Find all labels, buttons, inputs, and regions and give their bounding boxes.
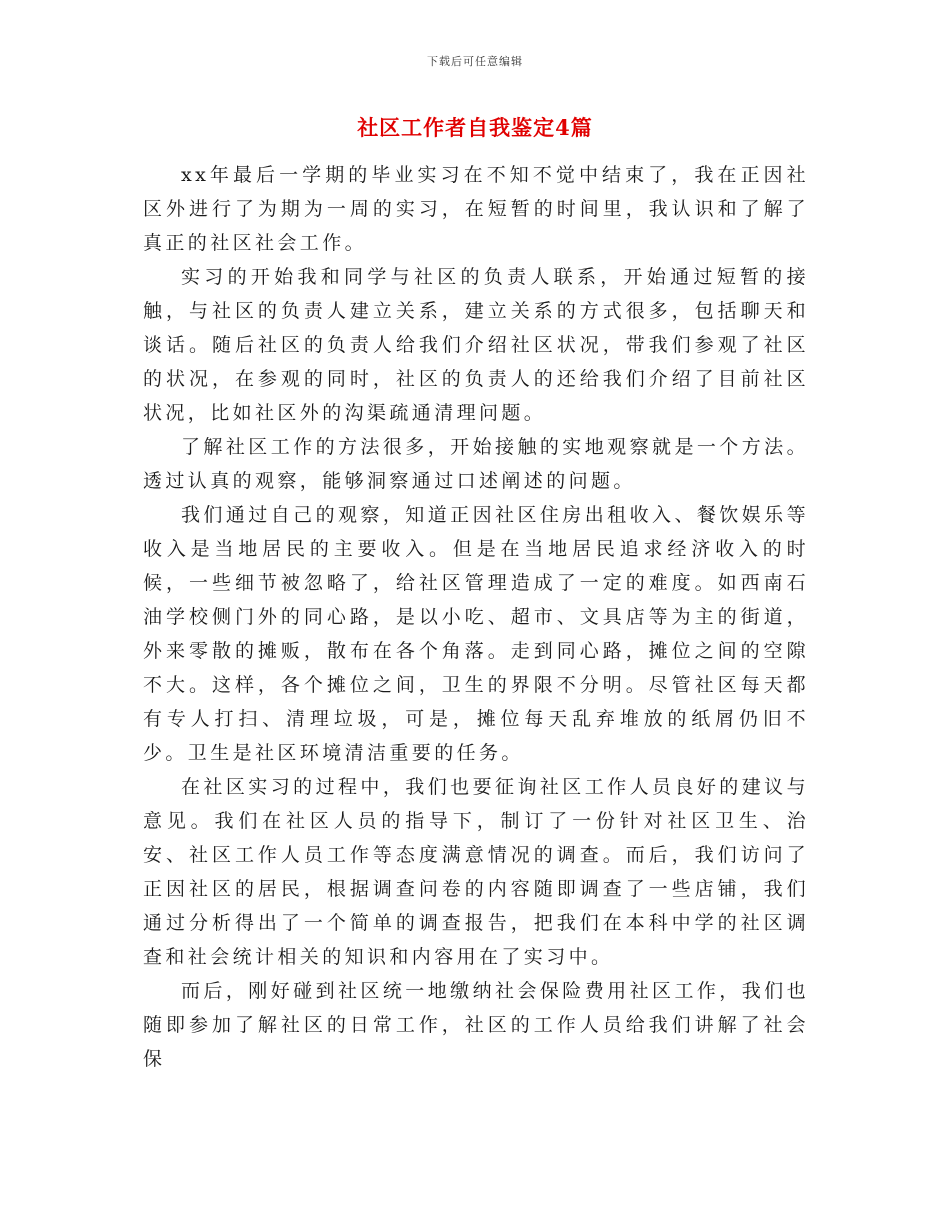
document-title: 社区工作者自我鉴定4篇 [357,115,593,140]
document-body [143,158,809,1076]
paragraph: xx年最后一学期的毕业实习在不知不觉中结束了，我在正因社区外进行了为期为一周的实习，在短暂的时间里，我认识和了解了真正的社区社会工作。 [143,164,809,254]
paragraph: 在社区实习的过程中，我们也要征询社区工作人员良好的建议与意见。我们在社区人员的指导下，制订了一份针对社区卫生、治安、社区工作人员工作等态度满意情况的调查。而后，我们访问了正因社区的居民，根据调查问卷的内容随即调查了一些店铺，我们通过分析得出了一个简单的调查报告，把我们在本科中学的社区调查和社会统计相关的知识和内容用在了实习中。 [143,776,809,968]
header-note: 下载后可任意编辑 [427,55,523,68]
paragraph: 了解社区工作的方法很多，开始接触的实地观察就是一个方法。透过认真的观察，能够洞察通过口述阐述的问题。 [143,436,809,492]
paragraph: 实习的开始我和同学与社区的负责人联系，开始通过短暂的接触，与社区的负责人建立关系，建立关系的方式很多，包括聊天和谈话。随后社区的负责人给我们介绍社区状况，带我们参观了社区的状况，在参观的同时，社区的负责人的还给我们介绍了目前社区状况，比如社区外的沟渠疏通清理问题。 [143,266,809,424]
paragraph: 而后，刚好碰到社区统一地缴纳社会保险费用社区工作，我们也随即参加了解社区的日常工作，社区的工作人员给我们讲解了社会保 [143,980,809,1070]
paragraph: 我们通过自己的观察，知道正因社区住房出租收入、餐饮娱乐等收入是当地居民的主要收入。但是在当地居民追求经济收入的时候，一些细节被忽略了，给社区管理造成了一定的难度。如西南石油学校侧门外的同心路，是以小吃、超市、文具店等为主的街道，外来零散的摊贩，散布在各个角落。走到同心路，摊位之间的空隙不大。这样，各个摊位之间，卫生的界限不分明。尽管社区每天都有专人打扫、清理垃圾，可是，摊位每天乱弃堆放的纸屑仍旧不少。卫生是社区环境清洁重要的任务。 [143,504,809,764]
